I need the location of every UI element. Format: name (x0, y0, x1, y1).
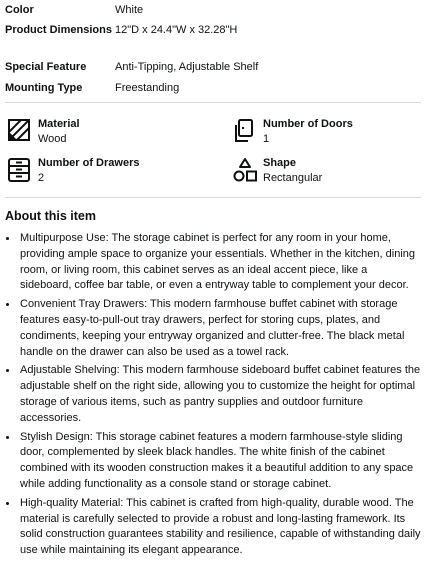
attribute-grid (5, 103, 421, 197)
spec-key: Mounting Type (5, 82, 83, 94)
attribute-name: Number of Drawers (38, 157, 140, 169)
shape-icon (232, 157, 258, 187)
attribute-drawers (7, 156, 232, 187)
list-item: • Multipurpose Use: The storage cabinet is perfect for any room in your home, providing ample space to organize your essentials. Whether in the kitchen, dining room, or living room, this cabinet serves as an ideal accent piece, like a sideboard, coffee bar table, or even a entryway table to complement your decor. (18, 231, 421, 294)
about-bullet-list (5, 231, 421, 559)
spec-row-special-feature (5, 59, 421, 80)
list-item: • Convenient Tray Drawers: This modern farmhouse buffet cabinet with storage features easy-to-pull-out tray drawers, perfect for storing cups, plates, and condiments, keeping your entryway organized and clutter-free. The black metal handle on the drawer can also be used as a towel rack. (18, 297, 421, 360)
spec-table (5, 2, 421, 102)
attribute-value: Rectangular (263, 172, 323, 184)
list-item: • Adjustable Shelving: This modern farmhouse sideboard buffet cabinet features the adjustable shelf on the right side, allowing you to customize the height for optimal storage of various items, such as pantry supplies and outdoor furniture accessories. (18, 363, 421, 426)
attribute-material (7, 117, 232, 148)
spec-key: Color (5, 4, 34, 16)
attribute-value: 2 (38, 172, 45, 184)
list-item: • Stylish Design: This storage cabinet features a modern farmhouse-style sliding door, complemented by sleek black handles. The white finish of the cabinet combined with its wooden construction makes it a beautiful addition to any space while adding functionality as a console stand or storage cabinet. (18, 430, 421, 493)
attribute-doors (232, 117, 422, 148)
spec-key: Special Feature (5, 61, 87, 73)
attribute-name: Shape (263, 157, 297, 169)
spec-row-dimensions (5, 22, 421, 59)
drawers-icon (7, 157, 33, 187)
attribute-shape (232, 156, 422, 187)
attribute-name: Material (38, 118, 80, 130)
spec-row-color (5, 2, 421, 22)
list-item: • High-quality Material: This cabinet is crafted from high-quality, durable wood. The material is carefully selected to provide a robust and long-lasting framework. Its solid construction guarantees stability and resilience, capable of withstanding daily use while maintaining its elegant appearance. (18, 496, 421, 559)
product-details (0, 2, 429, 585)
spec-value: Anti-Tipping, Adjustable Shelf (115, 61, 259, 73)
attribute-value: 1 (263, 133, 270, 145)
doors-icon (232, 118, 258, 148)
spec-key: Product Dimensions (5, 24, 112, 36)
spec-value: Freestanding (115, 82, 180, 94)
spec-value: 12"D x 24.4"W x 32.28"H (115, 24, 238, 36)
attribute-name: Number of Doors (263, 118, 353, 130)
about-section-title: About this item (5, 209, 96, 223)
material-icon (7, 118, 33, 148)
spec-value: White (115, 4, 144, 16)
spec-row-mounting-type (5, 80, 421, 102)
attribute-value: Wood (38, 133, 67, 145)
divider (5, 197, 421, 198)
